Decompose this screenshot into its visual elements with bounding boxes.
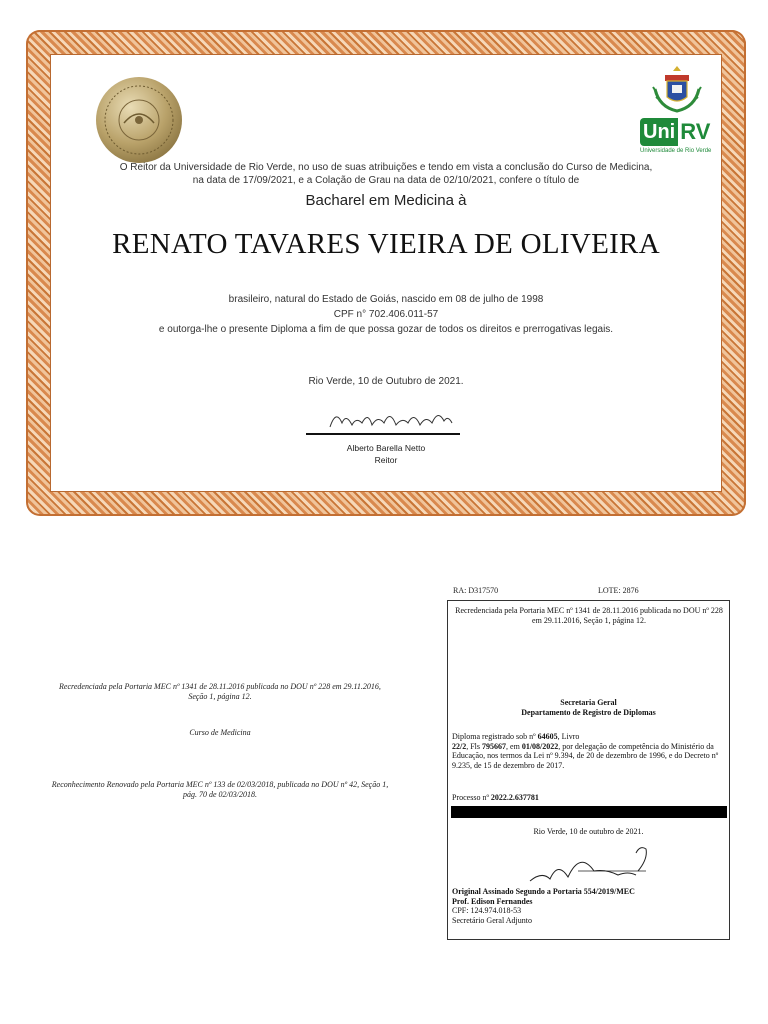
back-accreditation: Recredenciada pela Portaria MEC nº 1341 de 28.11.2016 publicada no DOU nº 228 em 29.11.2016, Seção 1, página 12. — [59, 682, 381, 701]
registration-box — [447, 600, 730, 940]
reg-number: 64605 — [537, 732, 558, 741]
redaction-bar — [451, 806, 727, 818]
diploma-paper — [51, 55, 721, 491]
back-course: Curso de Medicina — [189, 728, 251, 737]
signer-name: Alberto Barella Netto — [346, 443, 426, 453]
details-line-2: CPF n° 702.406.011-57 — [333, 309, 439, 320]
signer-block — [51, 442, 721, 466]
logo-rv: RV — [680, 119, 711, 144]
rector-signature — [326, 405, 456, 433]
graduate-name: RENATO TAVARES VIEIRA DE OLIVEIRA — [112, 228, 660, 260]
departamento-title: Departamento de Registro de Diplomas — [521, 708, 656, 717]
degree-title: Bacharel em Medicina à — [305, 192, 467, 209]
signature-note: Original Assinado Segundo a Portaria 554/2019/MEC — [452, 887, 635, 896]
logo-subtitle: Universidade de Rio Verde — [640, 148, 712, 154]
secretary-name: Prof. Edison Fernandes — [452, 896, 533, 906]
reg-prefix: Diploma registrado sob nº — [452, 732, 536, 741]
secretaria-title: Secretaria Geral — [560, 698, 617, 707]
intro-line-1: O Reitor da Universidade de Rio Verde, no uso de suas atribuições e tendo em vista a conclusão do Curso de Medicina, — [119, 162, 653, 173]
secretary-signature — [528, 841, 658, 889]
diploma-front — [26, 30, 746, 516]
intro-text — [51, 161, 721, 187]
reg-livro-label: , Livro — [557, 732, 580, 741]
reg-fls: 795667 — [482, 741, 507, 751]
registration-accreditation: Recredenciada pela Portaria MEC nº 1341 de 28.11.2016 publicada no DOU nº 228 em 29.11.2016, Seção 1, página 12. — [455, 606, 723, 625]
back-recognition: Reconhecimento Renovado pela Portaria MEC nº 133 de 02/03/2018, publicada no DOU nº 42, Seção 1, pág. 70 de 02/03/2018. — [51, 780, 389, 799]
logo-uni: Uni — [640, 118, 678, 146]
processo — [452, 793, 539, 803]
reg-fls-label: , Fls — [466, 741, 481, 751]
reg-date: 01/08/2022 — [521, 741, 559, 751]
details-line-1: brasileiro, natural do Estado de Goiás, nascido em 08 de julho de 1998 — [228, 294, 544, 305]
ra-number: RA: D317570 — [453, 586, 499, 595]
graduate-details — [51, 292, 721, 337]
lote-number: LOTE: 2876 — [598, 586, 639, 595]
processo-label: Processo nº — [452, 793, 489, 802]
unirv-logo — [640, 117, 730, 154]
reg-livro: 22/2 — [452, 741, 467, 751]
signature-line — [306, 433, 460, 435]
place-date: Rio Verde, 10 de Outubro de 2021. — [308, 376, 464, 387]
secretary-signer — [452, 887, 635, 925]
signer-title: Reitor — [374, 455, 398, 465]
reg-rest: , por delegação de competência do Ministério da Educação, nos termos da Lei nº 9.394, de 20 de dezembro de 1996, e do Decreto nº 9.235, de 15 de dezembro de 2017. — [452, 741, 719, 770]
official-seal-icon — [94, 75, 184, 165]
processo-number: 2022.2.637781 — [490, 793, 539, 802]
secretary-role: Secretário Geral Adjunto — [452, 915, 532, 925]
reg-em: , em — [506, 741, 520, 751]
details-line-3: e outorga-lhe o presente Diploma a fim de que possa gozar de todos os direitos e prerrogativas legais. — [158, 324, 614, 335]
intro-line-2: na data de 17/09/2021, e a Colação de Grau na data de 02/10/2021, confere o título de — [192, 175, 580, 186]
registration-office — [448, 698, 729, 718]
registration-text — [452, 732, 727, 770]
registration-date: Rio Verde, 10 de outubro de 2021. — [533, 827, 644, 836]
secretary-cpf: CPF: 124.974.018-53 — [452, 906, 522, 915]
university-crest-icon — [651, 63, 703, 115]
